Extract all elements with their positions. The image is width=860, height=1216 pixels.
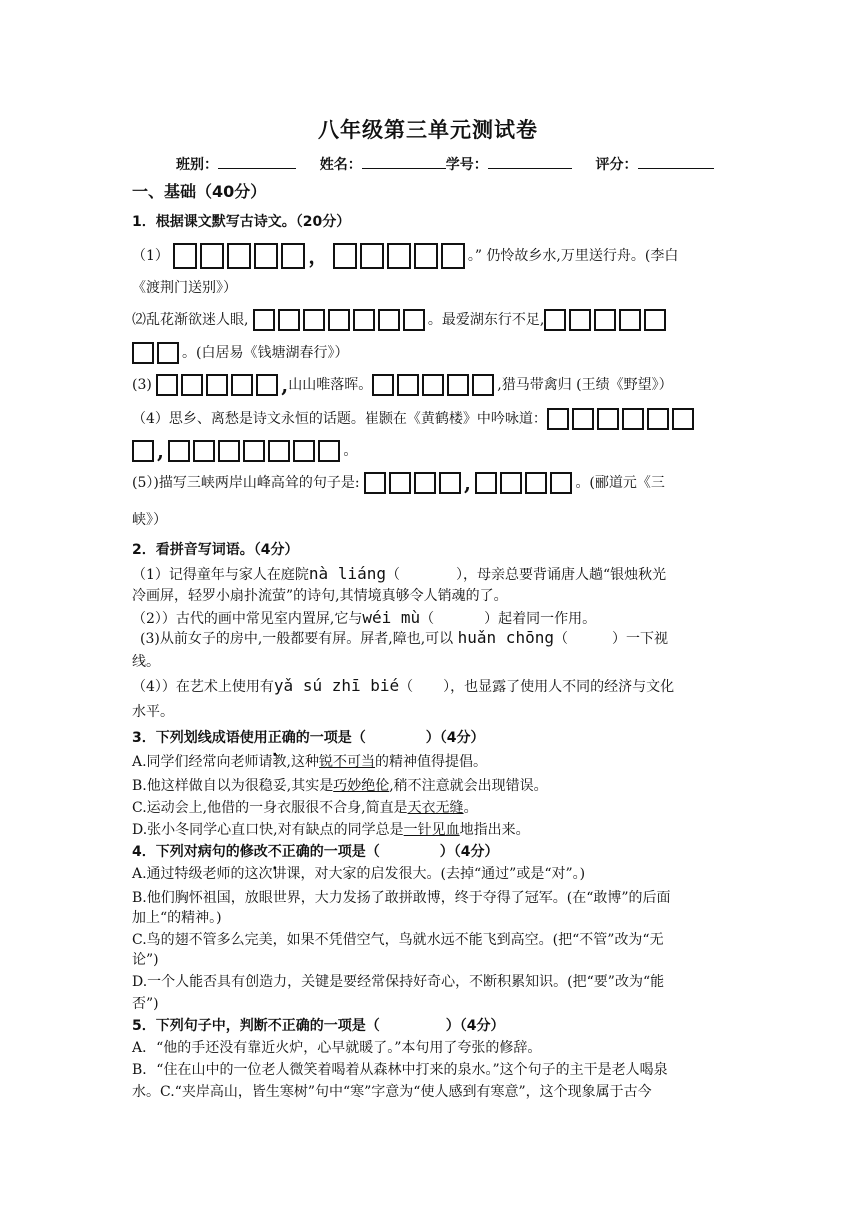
answer-boxes[interactable]	[333, 238, 468, 274]
name-blank[interactable]	[362, 152, 446, 169]
answer-boxes[interactable]	[364, 468, 464, 498]
answer-boxes[interactable]	[132, 436, 157, 466]
q2-line-4: (3)从前女子的房中,一般都要有屏。屏者,障也,可以 huǎn chōng（ ）一下视	[140, 628, 668, 647]
score-blank[interactable]	[638, 152, 714, 169]
q2-line-1: （1）记得童年与家人在庭院nà liáng（ ），母亲总要背诵唐人趟“银烛秋光	[132, 564, 667, 583]
header-fields	[176, 152, 714, 177]
page-title: 八年级第三单元测试卷	[318, 117, 538, 142]
q3-option-b: B.他这样做自以为很稳妥,其实是巧妙绝伦,稍不注意就会出现错误。	[132, 778, 548, 794]
q3-option-c: C.运动会上,他借的一身衣服很不合身,简直是天衣无缝。	[132, 800, 478, 816]
section-heading: 一、基础（40分）	[132, 182, 267, 201]
class-blank[interactable]	[218, 152, 296, 169]
q2-line-6: （4））在艺术上使用有yǎ sú zhī bié（ ），也显露了使用人不同的经济与文化	[132, 676, 675, 695]
answer-boxes[interactable]	[547, 404, 697, 434]
q2-line-2: 冷画屏，轻罗小扇扑流萤”的诗句,其情境真够令人销魂的了。	[132, 588, 508, 604]
q1-line-8: (5）)描写三峡两岸山峰高耸的句子是: , 。(郦道元《三	[132, 468, 665, 498]
class-label: 班别：	[176, 157, 218, 173]
q5-title: 5．下列句子中，判断不正确的一项是（ ）（4分）	[132, 1018, 505, 1034]
answer-boxes[interactable]	[544, 302, 669, 338]
q1-line-6: （4）思乡、离愁是诗文永恒的话题。崔颢在《黄鹤楼》中吟咏道：	[132, 404, 697, 434]
q1-line-9: 峡》）	[132, 512, 167, 528]
q2-line-3: （2））古代的画中常见室内置屏,它与wéi mù（ ）起着同一作用。	[132, 608, 597, 627]
q4-option-d-cont: 否”)	[132, 996, 159, 1012]
q1-line-1: （1） ， 。” 仍怜故乡水,万里送行舟。(李白	[132, 238, 678, 274]
q1-line-5: (3) ,山山唯落晖。 ,猎马带禽归 (王绩《野望》）	[132, 370, 673, 400]
answer-boxes[interactable]	[253, 302, 428, 338]
q3-title: 3．下列划线成语使用正确的一项是（ ）（4分）	[132, 730, 485, 746]
q5-option-a: A．“他的手还没有靠近火炉，心早就暖了。”本句用了夸张的修辞。	[132, 1040, 542, 1056]
q4-option-c: C.鸟的翅不管多么完美，如果不凭借空气，鸟就水远不能飞到高空。(把“不管”改为“无	[132, 932, 664, 948]
q4-option-a: A.通过特级老师的这次讲课，对大家的启发很大。(去掉“通过”或是“对”。)	[132, 866, 586, 882]
q1-line-7: , 。	[132, 436, 357, 466]
number-blank[interactable]	[488, 152, 572, 169]
q3-option-a: A.同学们经常向老师请教,这种锐不可当的精神值得提倡。	[132, 754, 488, 770]
answer-boxes[interactable]	[173, 238, 308, 274]
name-label: 姓名：	[319, 157, 362, 173]
q5-option-b: B．“住在山中的一位老人微笑着喝着从森林中打来的泉水。”这个句子的主干是老人喝泉	[132, 1062, 668, 1078]
number-label: 学号：	[445, 157, 488, 173]
q1-title: 1．根据课文默写古诗文。（20分）	[132, 214, 351, 230]
answer-boxes[interactable]	[372, 370, 497, 400]
q4-title: 4．下列对病句的修改不正确的一项是（ ）（4分）	[132, 844, 499, 860]
q4-option-c-cont: 论”)	[132, 952, 159, 968]
answer-boxes[interactable]	[475, 468, 575, 498]
q1-line-4: 。(白居易《钱塘湖春行》）	[132, 338, 348, 368]
q2-line-7: 水平。	[132, 704, 174, 720]
q4-option-b: B.他们胸怀祖国，放眼世界，大力发扬了敢拼敢博，终于夺得了冠军。(在“敢博”的后面	[132, 890, 671, 906]
q1-line-3: ⑵乱花渐欲迷人眼, 。最爱湖东行不足,	[132, 302, 669, 338]
q4-option-d: D.一个人能否具有创造力，关键是要经常保持好奇心，不断积累知识。(把“要”改为“能	[132, 974, 665, 990]
q2-line-5: 线。	[132, 654, 160, 670]
answer-boxes[interactable]	[156, 370, 281, 400]
q4-option-b-cont: 加上“的精神。)	[132, 910, 222, 926]
answer-boxes[interactable]	[132, 338, 182, 368]
q1-line-2: 《渡荆门送别》）	[132, 280, 237, 296]
answer-boxes[interactable]	[168, 436, 343, 466]
q2-title: 2．看拼音写词语。（4分）	[132, 542, 299, 558]
score-label: 评分：	[595, 157, 638, 173]
q3-option-d: D.张小冬同学心直口快,对有缺点的同学总是一针见血地指出来。	[132, 822, 530, 838]
q5-option-c: 水。C.“夹岸高山，皆生寒树”句中“寒”字意为“使人感到有寒意”，这个现象属于古今	[132, 1084, 652, 1100]
